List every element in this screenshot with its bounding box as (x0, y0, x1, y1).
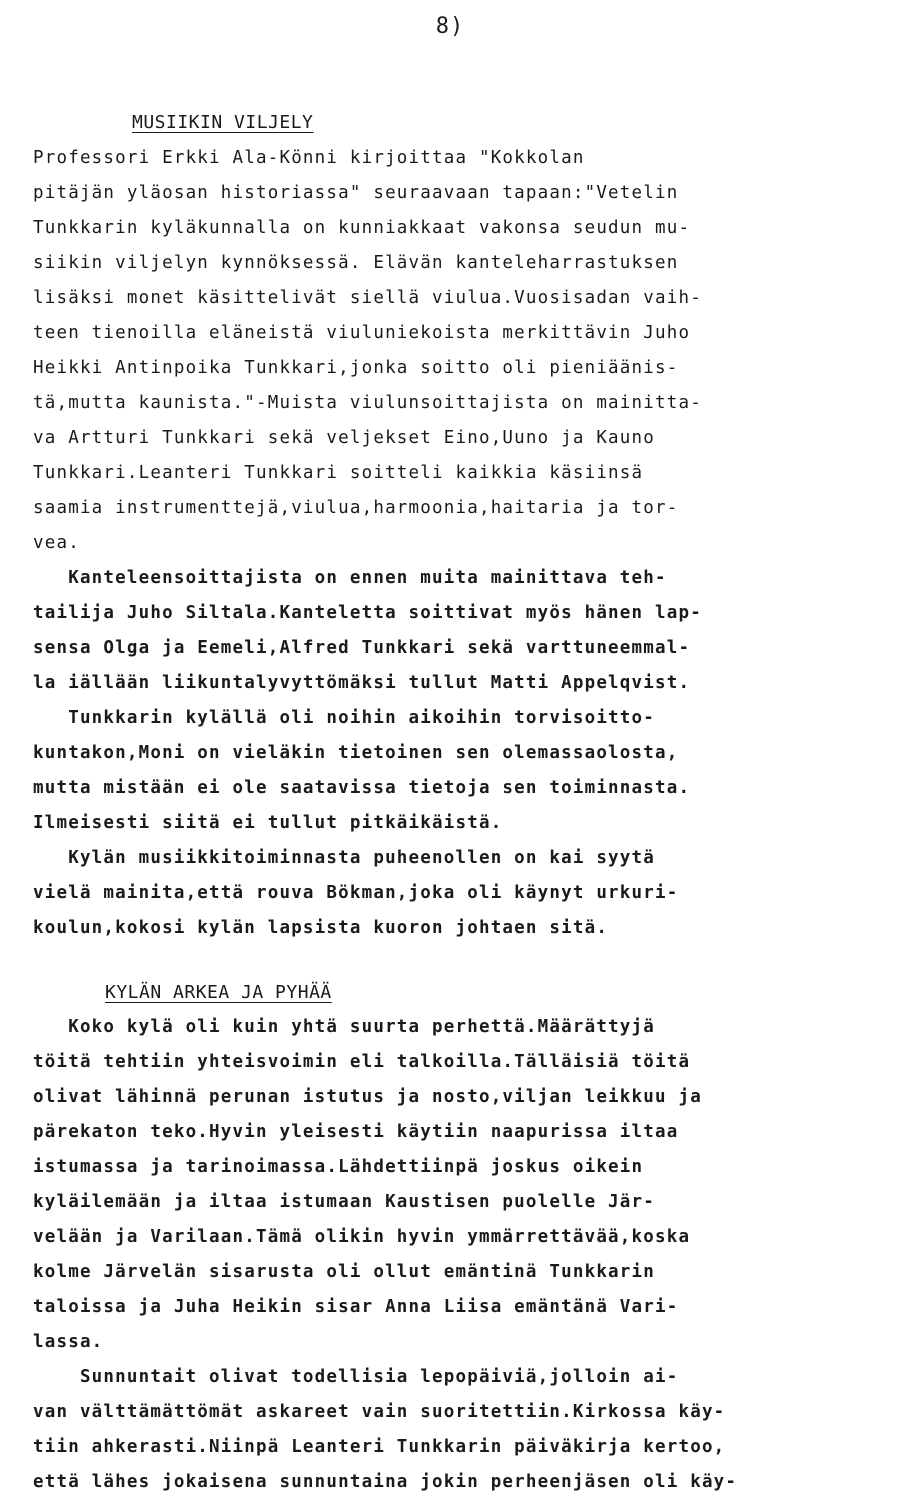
text-line: Heikki Antinpoika Tunkkari,jonka soitto oli pieniäänis- (33, 358, 679, 378)
text-line: töitä tehtiin yhteisvoimin eli talkoilla.Tälläisiä töitä (33, 1052, 691, 1072)
text-line: istumassa ja tarinoimassa.Lähdettiinpä joskus oikein (33, 1157, 644, 1177)
text-line: olivat lähinnä perunan istutus ja nosto,viljan leikkuu ja (33, 1087, 702, 1107)
text-line: pitäjän yläosan historiassa" seuraavaan tapaan:"Vetelin (33, 183, 679, 203)
text-line: pärekaton teko.Hyvin yleisesti käytiin naapurissa iltaa (33, 1122, 679, 1142)
text-line: sensa Olga ja Eemeli,Alfred Tunkkari sekä varttuneemmal- (33, 638, 691, 658)
text-line: saamia instrumenttejä,viulua,harmoonia,haitaria ja tor- (33, 498, 679, 518)
text-line: van välttämättömät askareet vain suoritettiin.Kirkossa käy- (33, 1402, 726, 1422)
text-line: mutta mistään ei ole saatavissa tietoja sen toiminnasta. (33, 778, 691, 798)
text-line: Tunkkarin kyläkunnalla on kunniakkaat vakonsa seudun mu- (33, 218, 691, 238)
text-line: Tunkkarin kylällä oli noihin aikoihin torvisoitto- (33, 708, 656, 728)
text-line: lisäksi monet käsittelivät siellä viulua.Vuosisadan vaih- (33, 288, 702, 308)
text-line: että lähes jokaisena sunnuntaina jokin perheenjäsen oli käy- (33, 1472, 738, 1492)
text-line: kyläilemään ja iltaa istumaan Kaustisen puolelle Jär- (33, 1192, 656, 1212)
text-line: va Artturi Tunkkari sekä veljekset Eino,Uuno ja Kauno (33, 428, 656, 448)
text-line: Koko kylä oli kuin yhtä suurta perhettä.Määrättyjä (33, 1017, 656, 1037)
text-line: teen tienoilla eläneistä viuluniekoista merkittävin Juho (33, 323, 691, 343)
text-line: tailija Juho Siltala.Kanteletta soittivat myös hänen lap- (33, 603, 702, 623)
page-number: 8) (435, 14, 465, 39)
text-line: Kanteleensoittajista on ennen muita mainittava teh- (33, 568, 667, 588)
text-line: Professori Erkki Ala-Könni kirjoittaa "Kokkolan (33, 148, 585, 168)
section-heading-music: MUSIIKIN VILJELY (132, 112, 314, 133)
text-line: lassa. (33, 1332, 104, 1352)
text-line: Kylän musiikkitoiminnasta puheenollen on kai syytä (33, 848, 656, 868)
text-line: taloissa ja Juha Heikin sisar Anna Liisa emäntänä Vari- (33, 1297, 679, 1317)
text-line: Ilmeisesti siitä ei tullut pitkäikäistä. (33, 813, 503, 833)
text-line: velään ja Varilaan.Tämä olikin hyvin ymmärrettävää,koska (33, 1227, 691, 1247)
text-line: koulun,kokosi kylän lapsista kuoron johtaen sitä. (33, 918, 609, 938)
text-line: siikin viljelyn kynnöksessä. Elävän kanteleharrastuksen (33, 253, 679, 273)
text-line: kolme Järvelän sisarusta oli ollut emäntinä Tunkkarin (33, 1262, 656, 1282)
text-line: vea. (33, 533, 80, 553)
text-line: kuntakon,Moni on vieläkin tietoinen sen olemassaolosta, (33, 743, 679, 763)
text-line: Tunkkari.Leanteri Tunkkari soitteli kaikkia käsiinsä (33, 463, 644, 483)
text-line: vielä mainita,että rouva Bökman,joka oli käynyt urkuri- (33, 883, 679, 903)
text-line: Sunnuntait olivat todellisia lepopäiviä,jolloin ai- (33, 1367, 679, 1387)
section-heading-village: KYLÄN ARKEA JA PYHÄÄ (105, 982, 332, 1003)
text-line: la iällään liikuntalyvyttömäksi tullut Matti Appelqvist. (33, 673, 691, 693)
text-line: tä,mutta kaunista."-Muista viulunsoittajista on mainitta- (33, 393, 702, 413)
text-line: tiin ahkerasti.Niinpä Leanteri Tunkkarin päiväkirja kertoo, (33, 1437, 726, 1457)
